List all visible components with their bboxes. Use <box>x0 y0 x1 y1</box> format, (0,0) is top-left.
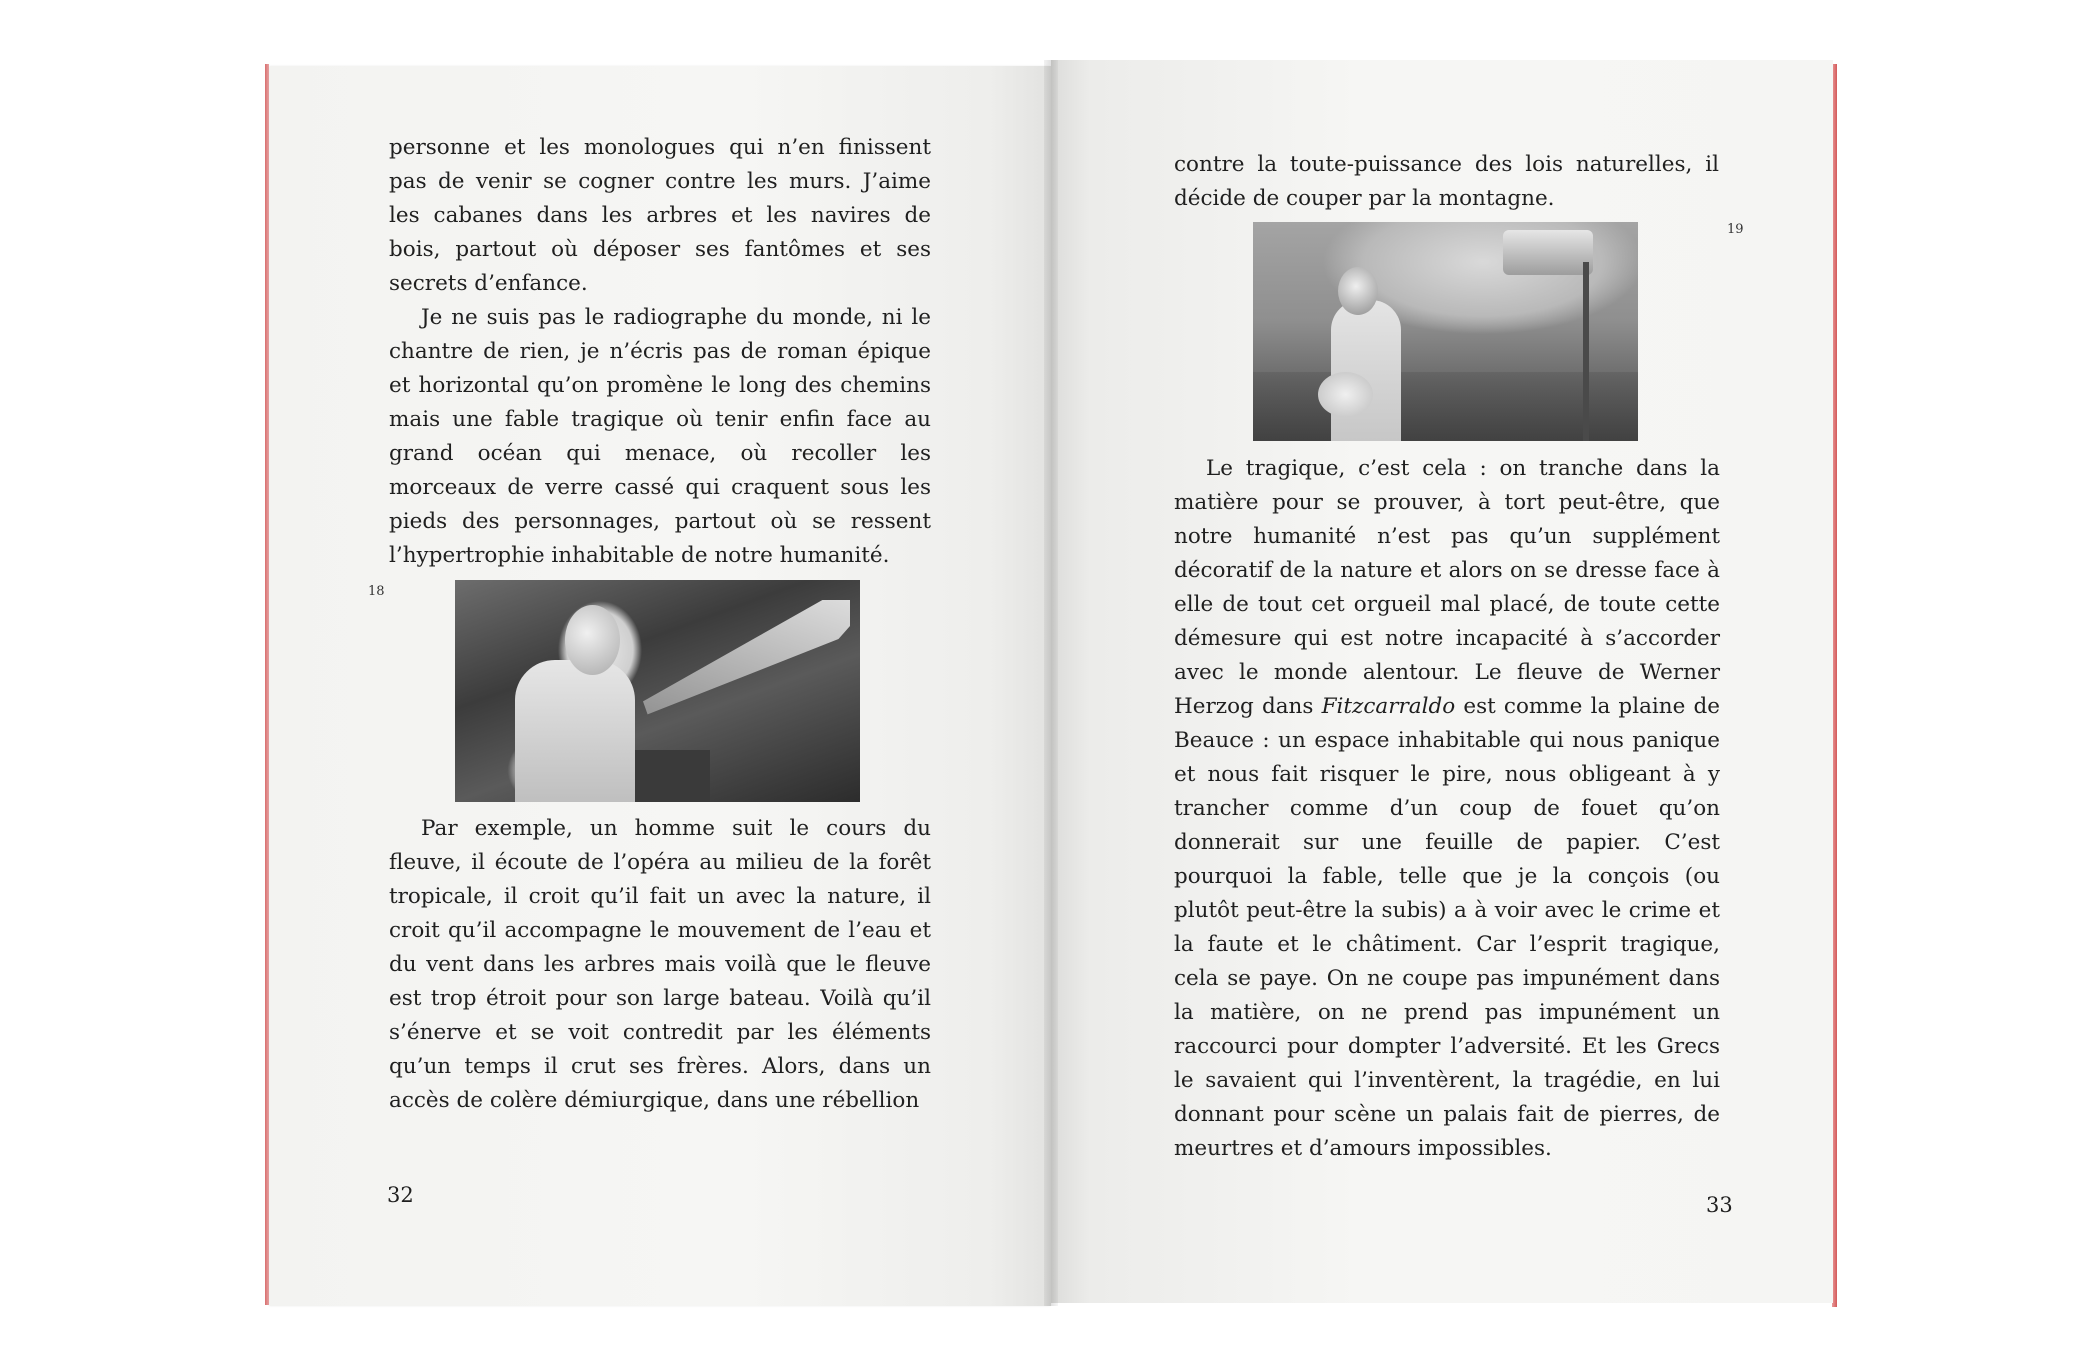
gramophone-horn <box>620 600 850 730</box>
left-page-text-bottom <box>389 812 931 1118</box>
left-paragraph-3: Par exemple, un homme suit le cours du fleuve, il écoute de l’opéra au milieu de la forêt tropicale, il croit qu’il fait un avec la nature, il croit qu’il accompagne le mouvement de l’eau et du vent dans les arbres mais voilà que le fleuve est trop étroit pour son large bateau. Voilà qu’il s’énerve et se voit contredit par les éléments qu’un temps il crut ses frères. Alors, dans un accès de colère démiurgique, dans une rébellion <box>389 816 931 1113</box>
right-paragraph-2 <box>1174 452 1720 1166</box>
right-page-text-top <box>1174 148 1719 216</box>
figure-number-19: 19 <box>1727 222 1744 237</box>
photo-man-head <box>565 605 620 675</box>
left-page-text-top <box>389 131 931 573</box>
film-title: Fitzcarraldo <box>1321 694 1456 719</box>
page-number-right: 33 <box>1706 1193 1733 1217</box>
figure-number-18: 18 <box>368 584 385 599</box>
right-paragraph-1: contre la toute-puissance des lois naturelles, il décide de couper par la montagne. <box>1174 152 1719 211</box>
photo-hat <box>1318 372 1373 417</box>
page-number-left: 32 <box>387 1183 414 1207</box>
photo-ground <box>1253 372 1638 441</box>
photo-vehicle <box>1503 230 1593 275</box>
gramophone-photo <box>455 580 860 802</box>
photo-tree <box>1583 262 1589 441</box>
right-paragraph-2-part-1: Le tragique, c’est cela : on tranche dans la matière pour se prouver, à tort peut-être, que notre humanité n’est pas qu’un supplément décoratif de la nature et alors on se dresse face à elle de tout cet orgueil mal placé, de toute cette démesure qui est notre incapacité à s’accorder avec le monde alentour. Le fleuve de Werner Herzog dans <box>1174 456 1720 719</box>
man-with-hat-photo <box>1253 222 1638 441</box>
left-paragraph-1: personne et les monologues qui n’en finissent pas de venir se cogner contre les murs. J’aime les cabanes dans les arbres et les navires de bois, partout où déposer ses fantômes et ses secrets d’enfance. <box>389 135 931 296</box>
photo-head <box>1338 267 1378 315</box>
photo-person <box>1331 300 1401 441</box>
right-page-text-main <box>1174 452 1720 1166</box>
right-paragraph-2-part-2: est comme la plaine de Beauce : un espace inhabitable qui nous panique et nous fait risquer le pire, nous obligeant à y trancher comme d’un coup de fouet qu’on donnerait sur une feuille de papier. C’est pourquoi la fable, telle que je la conçois (ou plutôt peut-être la subis) a à voir avec le crime et la faute et le châtiment. Car l’esprit tragique, cela se paye. On ne coupe pas impunément dans la matière, on ne prend pas impunément un raccourci pour dompter l’adversité. Et les Grecs le savaient qui l’inventèrent, la tragédie, en lui donnant pour scène un palais fait de pierres, de meurtres et d’amours impossibles. <box>1174 694 1720 1161</box>
photo-man-body <box>515 660 635 802</box>
left-paragraph-2: Je ne suis pas le radiographe du monde, ni le chantre de rien, je n’écris pas de roman épique et horizontal qu’on promène le long des chemins mais une fable tragique où tenir enfin face au grand océan qui menace, où recoller les morceaux de verre cassé qui craquent sous les pieds des personnages, partout où se ressent l’hypertrophie inhabitable de notre humanité. <box>389 305 931 568</box>
book-gutter <box>1044 60 1058 1306</box>
